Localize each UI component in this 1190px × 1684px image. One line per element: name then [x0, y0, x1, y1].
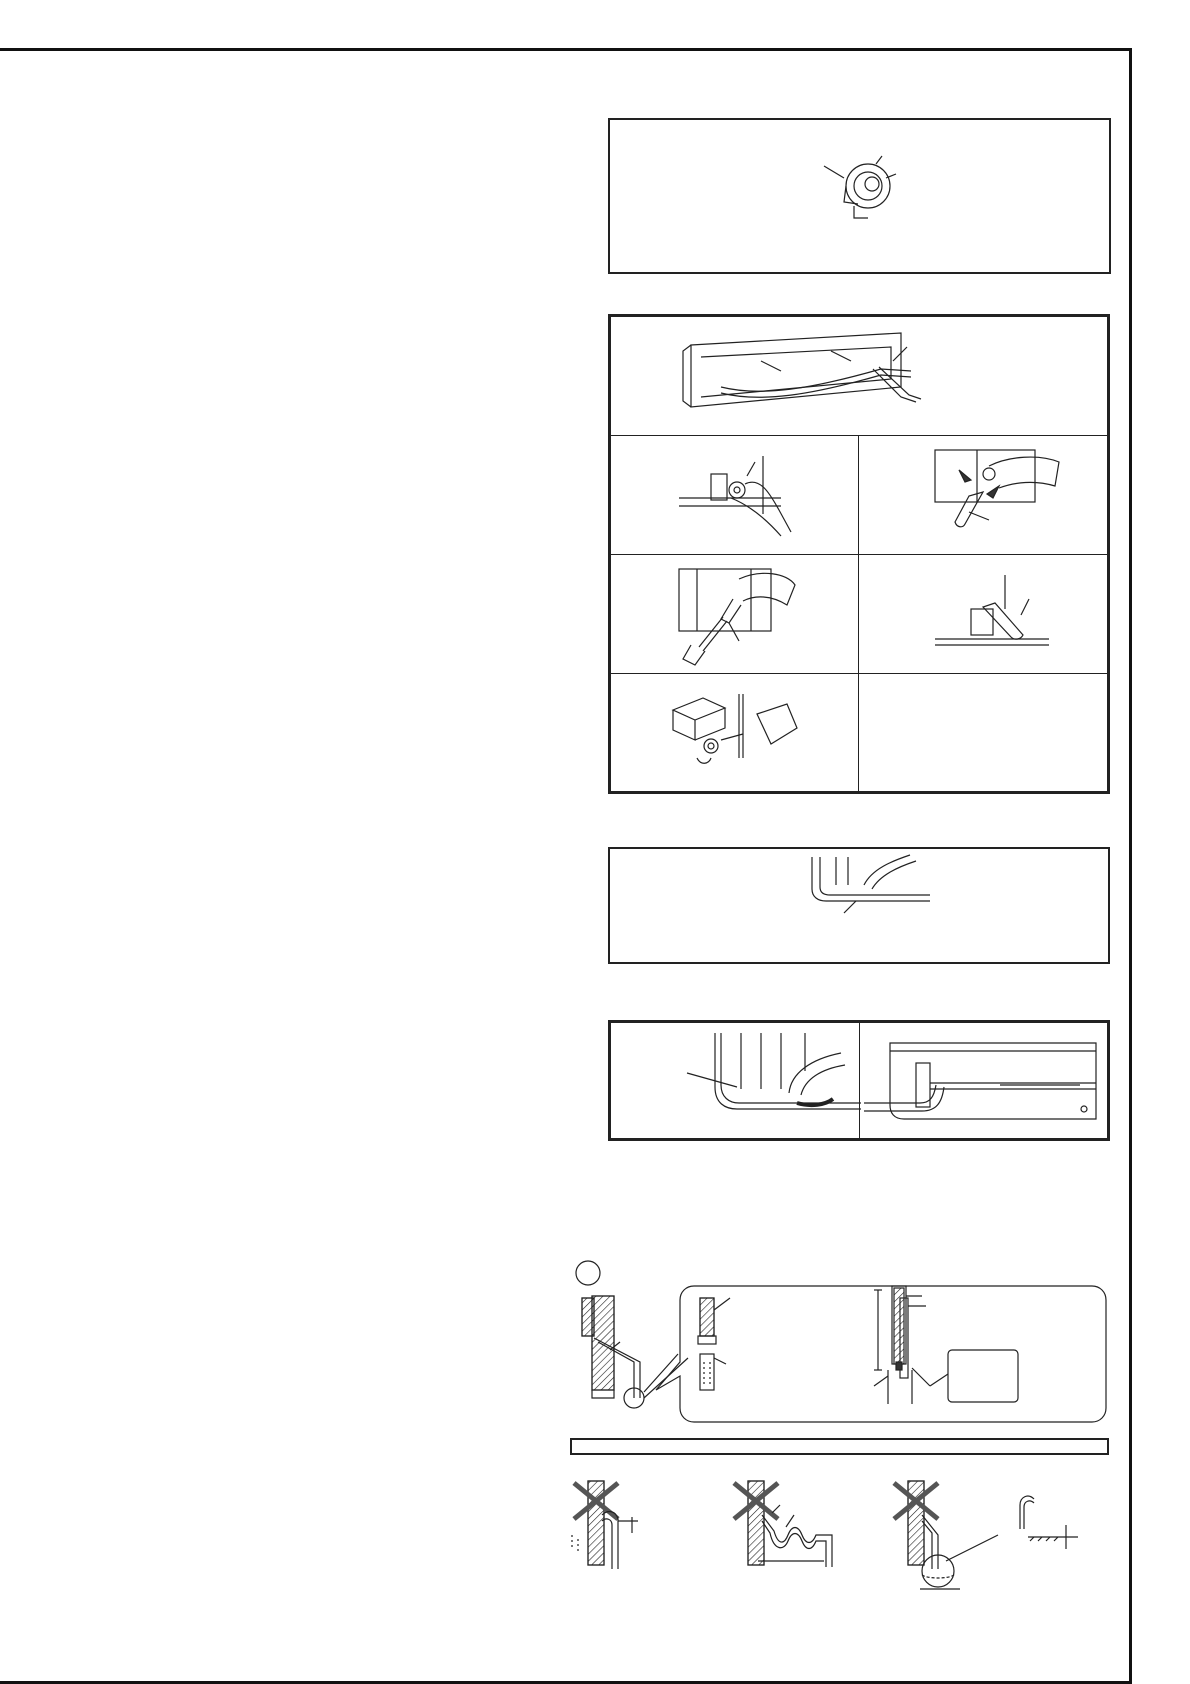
fig-insulation-pipe-end — [608, 118, 1111, 274]
drain-ok-drawing — [570, 1258, 1110, 1424]
fig-piping-steps-grid — [608, 314, 1110, 794]
drain-pan-drawing — [610, 849, 1112, 966]
fig-drain-pan-detail — [608, 847, 1110, 964]
screwdriver-drawing — [611, 555, 860, 675]
drain-cap-drawing — [611, 674, 860, 793]
fig-unit-with-hose-right — [859, 1022, 1108, 1139]
pipe-end-drawing — [610, 120, 1113, 276]
arrow-icon — [959, 470, 971, 482]
wrong-rising-drawing — [568, 1475, 678, 1575]
circle-mark-icon — [576, 1261, 600, 1285]
fig-drain-wrong-waved — [728, 1475, 838, 1575]
fig-step-insert-hose — [858, 435, 1108, 555]
fig-hose-routing-pair — [608, 1020, 1110, 1141]
unit-rear-drawing — [611, 317, 1109, 437]
wrong-submerged-drawing — [888, 1475, 1110, 1595]
page-frame-right — [1129, 48, 1132, 1684]
hose-routing-drawing — [611, 1023, 861, 1140]
hose-fitted-drawing — [859, 555, 1109, 675]
fig-step-pull-hose — [610, 435, 859, 555]
empty-cell — [858, 673, 1108, 792]
fig-hose-routing-left — [610, 1022, 860, 1139]
pull-hose-drawing — [611, 436, 860, 556]
insert-hose-drawing — [859, 436, 1109, 556]
fig-step-screwdriver — [610, 554, 859, 674]
fig-step-hose-fitted — [858, 554, 1108, 674]
fig-drain-wrong-submerged — [888, 1475, 1110, 1595]
unit-hose-drawing — [860, 1023, 1109, 1140]
wrong-examples-bar — [570, 1438, 1109, 1455]
fig-drain-wrong-rising — [568, 1475, 678, 1575]
fig-step-drain-cap — [610, 673, 859, 792]
page-frame-top — [0, 48, 1132, 51]
fig-drain-connection-ok — [570, 1258, 1110, 1424]
wrong-waved-drawing — [728, 1475, 838, 1575]
fig-unit-rear-piping — [610, 316, 1108, 436]
